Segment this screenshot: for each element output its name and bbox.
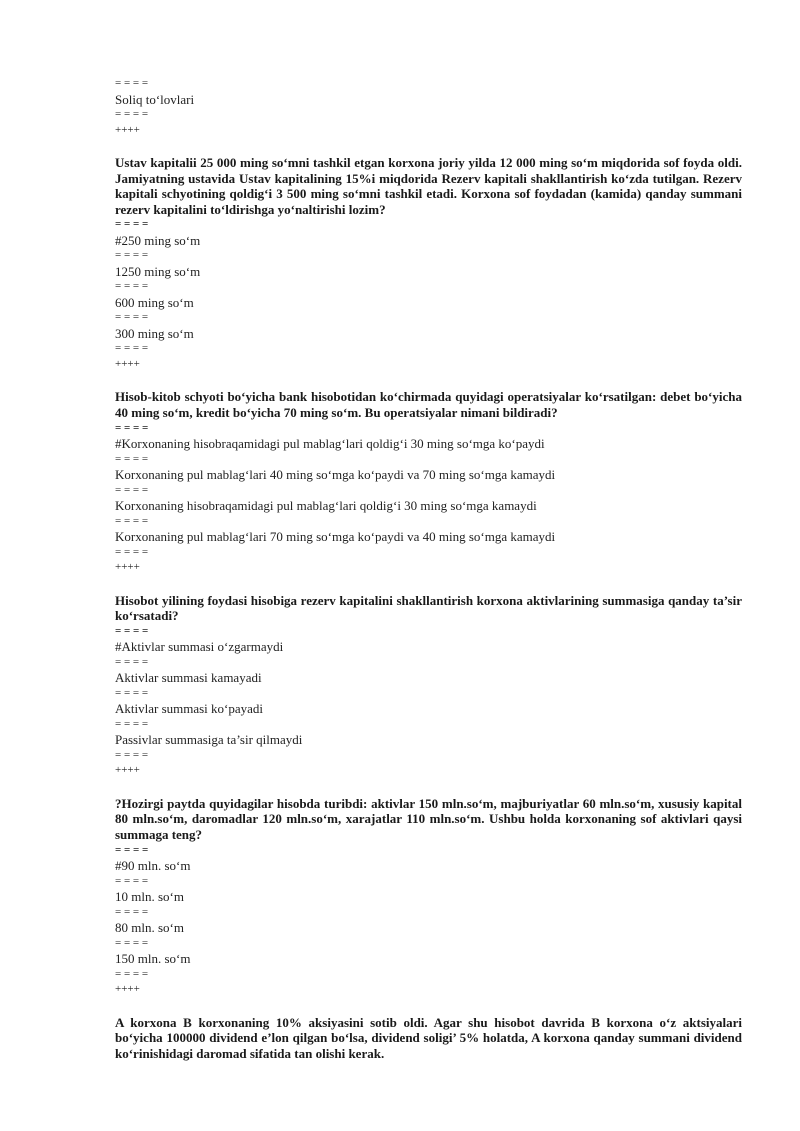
separator: = = = = bbox=[115, 483, 149, 496]
answer-option: Soliq to‘lovlari bbox=[115, 91, 195, 107]
separator: = = = = bbox=[115, 748, 149, 761]
separator: = = = = bbox=[115, 280, 149, 293]
answer-option: Korxonaning pul mablag‘lari 40 ming so‘mga ko‘paydi va 70 ming so‘mga kamaydi bbox=[115, 467, 556, 483]
separator: = = = = bbox=[115, 717, 149, 730]
answer-option: #Korxonaning hisobraqamidagi pul mablag‘lari qoldig‘i 30 ming so‘mga ko‘paydi bbox=[115, 436, 545, 452]
terminator: ++++ bbox=[115, 357, 140, 370]
answer-option: 150 mln. so‘m bbox=[115, 951, 191, 967]
separator: = = = = bbox=[115, 249, 149, 262]
terminator: ++++ bbox=[115, 764, 140, 777]
separator: = = = = bbox=[115, 655, 149, 668]
answer-option: Aktivlar summasi kamayadi bbox=[115, 670, 262, 686]
question-text: Ustav kapitalii 25 000 ming so‘mni tashkil etgan korxona joriy yilda 12 000 ming so‘m miqdorida sof foyda oldi. Jamiyatning ustavida Ustav kapitalining 15%i miqdorida Rezerv kapitali shakllantirish ko‘zda tutilgan. Rezerv kapitali schyotining qoldig‘i 3 500 ming so‘mni tashkil etadi. Korxona sof foydadan (kamida) qanday summani rezerv kapitalini to‘ldirishga yo‘naltirishi lozim? bbox=[115, 155, 742, 217]
question-text: ?Hozirgi paytda quyidagilar hisobda turibdi: aktivlar 150 mln.so‘m, majburiyatlar 60 mln.so‘m, xususiy kapital 80 mln.so‘m, daromadlar 120 mln.so‘m, xarajatlar 110 mln.so‘m. Ushbu holda korxonaning sof aktivlari qaysi summaga teng? bbox=[115, 795, 742, 842]
question-text: Hisob-kitob schyoti bo‘yicha bank hisobotidan ko‘chirmada quyidagi operatsiyalar ko‘rsatilgan: debet bo‘yicha 40 ming so‘m, kredit bo‘yicha 70 ming so‘m. Bu operatsiyalar nimani bildiradi? bbox=[115, 389, 742, 420]
answer-option: 300 ming so‘m bbox=[115, 325, 194, 341]
terminator: ++++ bbox=[115, 123, 140, 136]
terminator: ++++ bbox=[115, 983, 140, 996]
terminator: ++++ bbox=[115, 561, 140, 574]
separator: = = = = bbox=[115, 905, 149, 918]
answer-option: 600 ming so‘m bbox=[115, 294, 194, 310]
answer-option: #Aktivlar summasi o‘zgarmaydi bbox=[115, 639, 284, 655]
answer-option: #90 mln. so‘m bbox=[115, 858, 191, 874]
answer-option: Passivlar summasiga ta’sir qilmaydi bbox=[115, 732, 303, 748]
separator: = = = = bbox=[115, 624, 149, 637]
question-block-4 bbox=[115, 796, 742, 998]
separator: = = = = bbox=[115, 843, 149, 856]
answer-option: #250 ming so‘m bbox=[115, 232, 201, 248]
question-text: A korxona B korxonaning 10% aksiyasini sotib oldi. Agar shu hisobot davrida B korxona o‘z aktsiyalari bo‘yicha 100000 dividend e’lon qilgan bo‘lsa, dividend soligi’ 5% holatda, A korxona qanday summani dividend ko‘rinishidagi daromad sifatida tan olishi kerak. bbox=[115, 1014, 742, 1061]
separator: = = = = bbox=[115, 342, 149, 355]
answer-option: Korxonaning hisobraqamidagi pul mablag‘lari qoldig‘i 30 ming so‘mga kamaydi bbox=[115, 498, 537, 514]
separator: = = = = bbox=[115, 108, 149, 120]
answer-option: Aktivlar summasi ko‘payadi bbox=[115, 701, 264, 717]
document-page bbox=[115, 76, 742, 1061]
separator: = = = = bbox=[115, 421, 149, 434]
separator: = = = = bbox=[115, 311, 149, 324]
separator: = = = = bbox=[115, 967, 149, 980]
answer-option: 10 mln. so‘m bbox=[115, 889, 184, 905]
separator: = = = = bbox=[115, 77, 149, 89]
answer-option: Korxonaning pul mablag‘lari 70 ming so‘mga ko‘paydi va 40 ming so‘mga kamaydi bbox=[115, 529, 556, 545]
separator: = = = = bbox=[115, 874, 149, 887]
question-text: Hisobot yilining foydasi hisobiga rezerv kapitalini shakllantirish korxona aktivlarining summasiga qanday ta’sir ko‘rsatadi? bbox=[115, 592, 742, 624]
separator: = = = = bbox=[115, 514, 149, 527]
separator: = = = = bbox=[115, 218, 149, 231]
separator: = = = = bbox=[115, 545, 149, 558]
answer-option: 80 mln. so‘m bbox=[115, 920, 184, 936]
question-block-1 bbox=[115, 155, 742, 372]
answer-option: 1250 ming so‘m bbox=[115, 263, 201, 279]
question-block-5 bbox=[115, 1015, 742, 1062]
question-block-3 bbox=[115, 593, 742, 779]
separator: = = = = bbox=[115, 452, 149, 465]
separator: = = = = bbox=[115, 936, 149, 949]
intro-block bbox=[115, 76, 742, 138]
separator: = = = = bbox=[115, 686, 149, 699]
question-block-2 bbox=[115, 389, 742, 575]
